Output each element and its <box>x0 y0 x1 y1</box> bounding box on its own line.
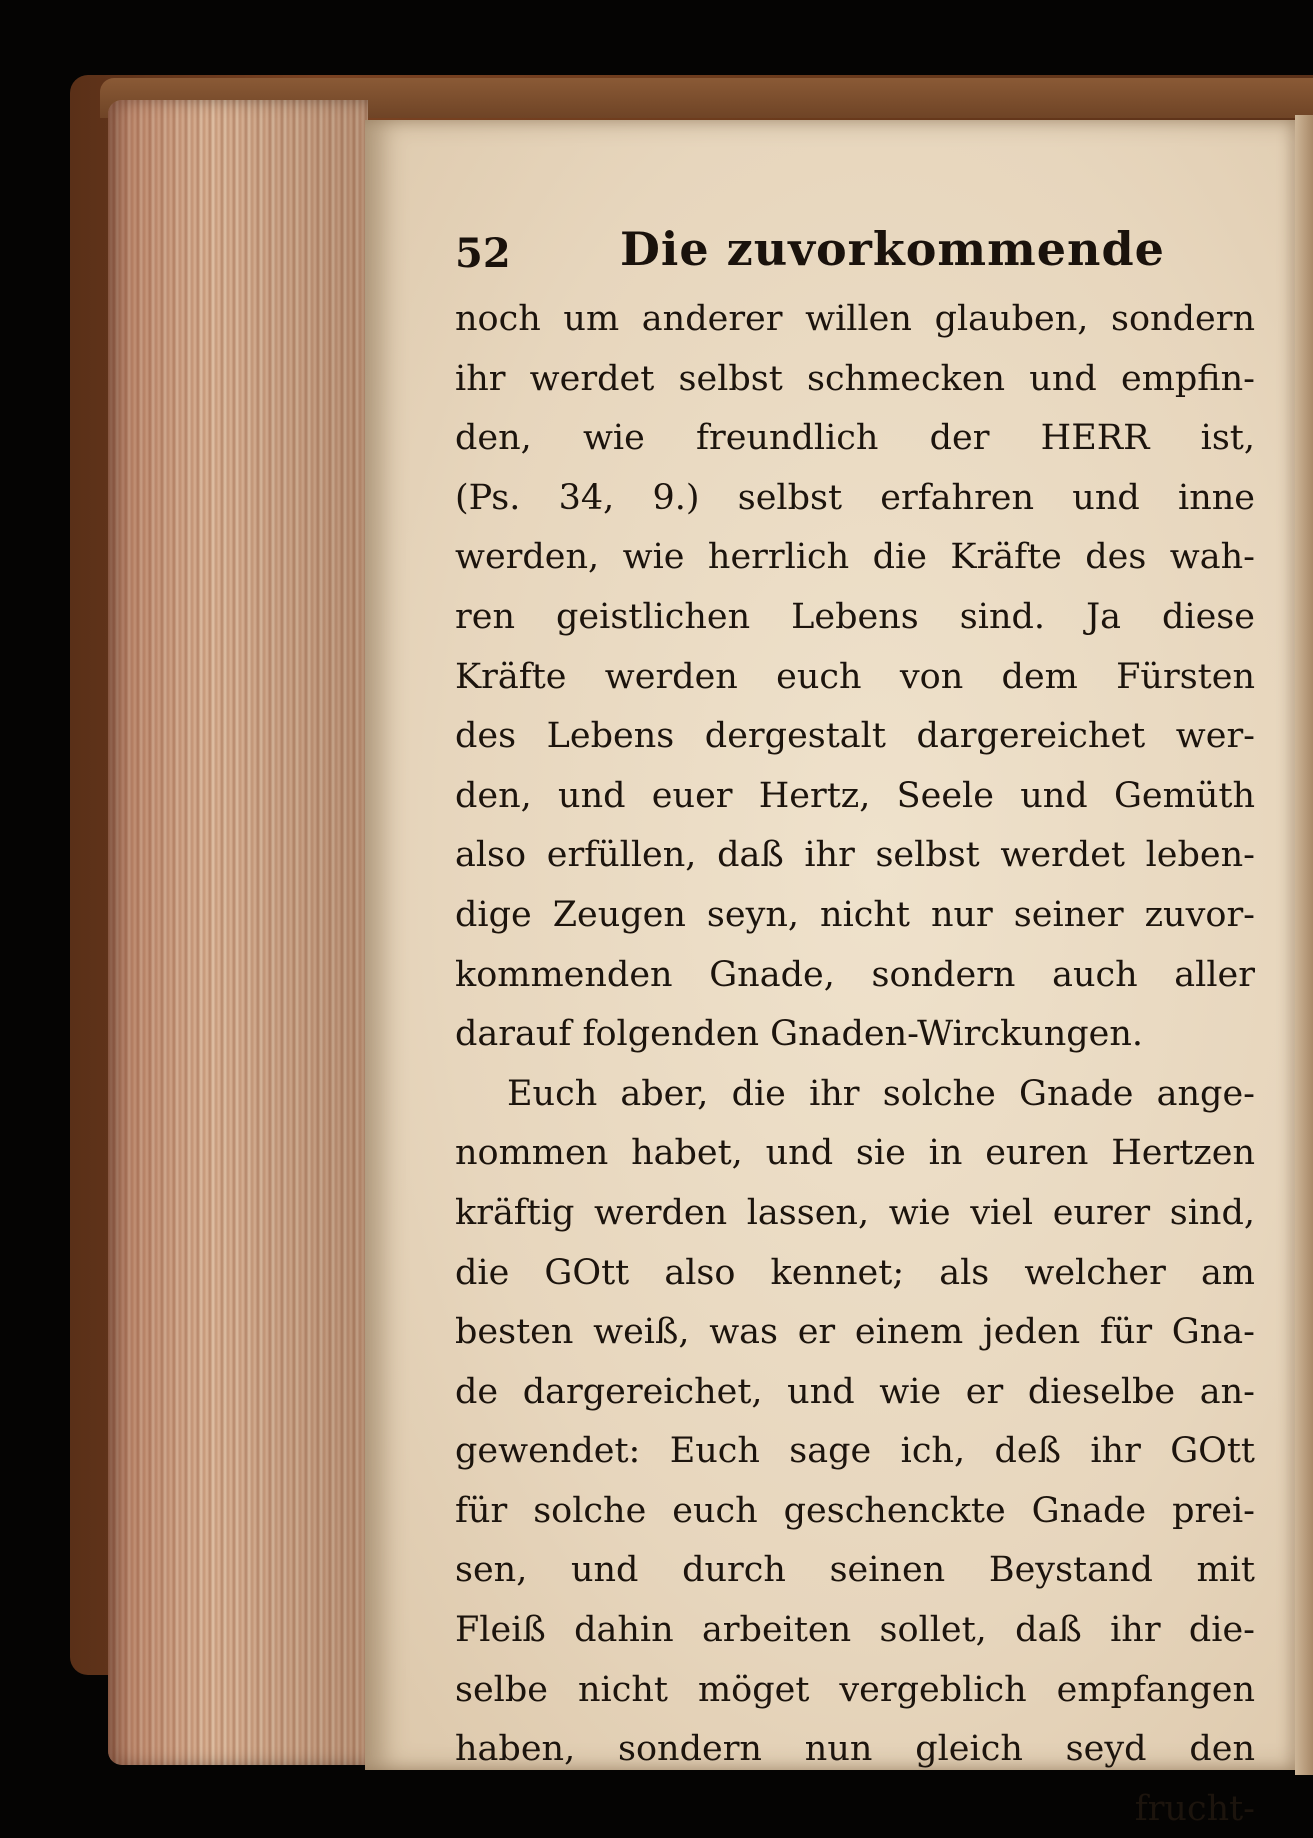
text-line: Euch aber, die ihr solche Gnade ange- <box>507 1073 1255 1114</box>
facing-page-edge <box>1295 115 1313 1775</box>
book-page <box>365 120 1295 1829</box>
text-line: Kräfte werden euch von dem Fürsten <box>455 656 1255 697</box>
text-line: Fleiß dahin arbeiten sollet, daß ihr die- <box>455 1610 1255 1651</box>
page-header <box>455 220 1235 280</box>
text-line: also erfüllen, daß ihr selbst werdet leben- <box>455 835 1255 876</box>
text-line: für solche euch geschenckte Gnade prei- <box>455 1490 1255 1531</box>
text-line: noch um anderer willen glauben, sondern <box>455 299 1255 339</box>
text-line: den, wie freundlich der HERR ist, <box>455 418 1255 459</box>
text-line: de dargereichet, und wie er dieselbe an- <box>455 1371 1255 1412</box>
text-line: werden, wie herrlich die Kräfte des wah- <box>455 537 1255 578</box>
text-line: die GOtt also kennet; als welcher am <box>455 1252 1255 1293</box>
text-line: haben, sondern nun gleich seyd den <box>455 1729 1255 1770</box>
text-line: den, und euer Hertz, Seele und Gemüth <box>455 775 1255 816</box>
text-line: ihr werdet selbst schmecken und empfin- <box>455 358 1255 399</box>
text-line: kommenden Gnade, sondern auch aller <box>455 954 1255 995</box>
text-line: sen, und durch seinen Beystand mit <box>455 1550 1255 1591</box>
catchword: frucht- <box>1134 1788 1255 1829</box>
page-number: 52 <box>455 230 511 277</box>
text-line: selbe nicht möget vergeblich empfangen <box>455 1669 1255 1710</box>
text-line: dige Zeugen seyn, nicht nur seiner zuvor- <box>455 894 1255 935</box>
body-text <box>455 290 1255 1838</box>
running-head: Die zuvorkommende <box>620 222 1165 276</box>
text-line: besten weiß, was er einem jeden für Gna- <box>455 1312 1255 1353</box>
text-line: gewendet: Euch sage ich, deß ihr GOtt <box>455 1431 1255 1472</box>
page-edges <box>108 100 368 1765</box>
text-line: (Ps. 34, 9.) selbst erfahren und inne <box>455 477 1255 518</box>
text-line: nommen habet, und sie in euren Hertzen <box>455 1133 1255 1174</box>
text-line: ren geistlichen Lebens sind. Ja diese <box>455 596 1255 637</box>
text-line: kräftig werden lassen, wie viel eurer sind, <box>455 1192 1255 1233</box>
text-line: darauf folgenden Gnaden-Wirckungen. <box>455 1014 1144 1055</box>
text-line: des Lebens dergestalt dargereichet wer- <box>455 716 1255 757</box>
